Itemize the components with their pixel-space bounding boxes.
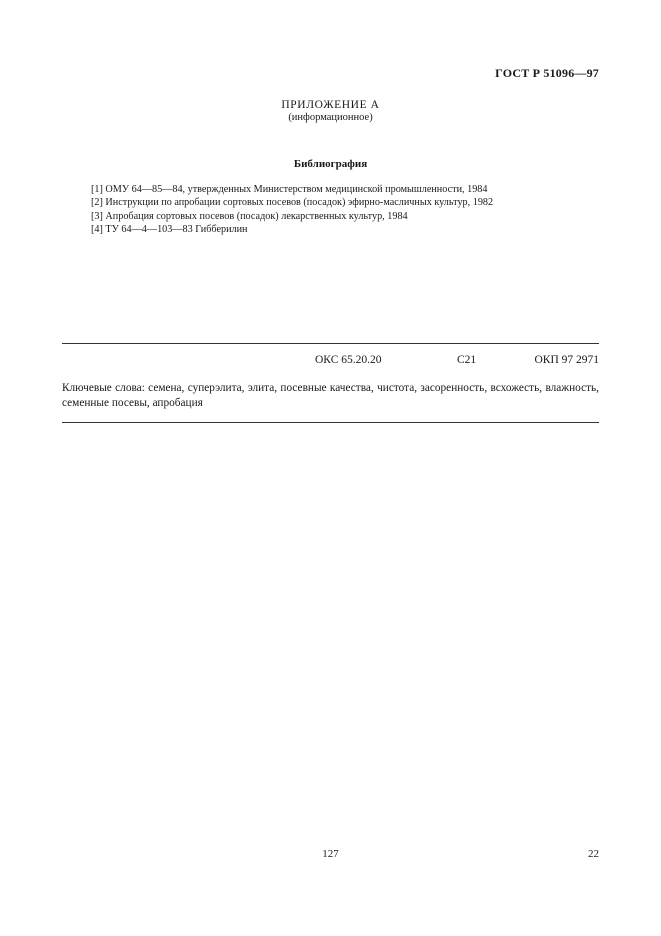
appendix-subtitle: (информационное) — [288, 112, 373, 123]
bibliography-heading: Библиография — [293, 158, 368, 170]
sheet-number: 22 — [588, 848, 599, 860]
bibliography-item: [1] ОМУ 64—85—84, утвержденных Министерством медицинской промышленности, 1984 — [91, 184, 488, 195]
group-code: С21 — [457, 354, 477, 366]
appendix-title: ПРИЛОЖЕНИЕ А — [281, 99, 380, 111]
divider-top — [62, 343, 599, 344]
page-number: 127 — [322, 848, 339, 860]
divider-bottom — [62, 422, 599, 423]
okc-code: ОКС 65.20.20 — [315, 354, 382, 366]
bibliography-item: [3] Апробация сортовых посевов (посадок) лекарственных культур, 1984 — [91, 210, 408, 222]
document-code: ГОСТ Р 51096—97 — [495, 66, 599, 80]
bibliography-list — [91, 183, 493, 237]
bibliography-item: [4] ТУ 64—4—103—83 Гибберилин — [91, 224, 248, 236]
keywords-text: Ключевые слова: семена, суперэлита, элита, посевные качества, чистота, засоренность, всхожесть, влажность, семенные посевы, апробация — [62, 382, 599, 409]
bibliography-item: [2] Инструкции по апробации сортовых посевов (посадок) эфирно-масличных культур, 1982 — [91, 197, 494, 209]
okp-code: ОКП 97 2971 — [534, 354, 599, 366]
